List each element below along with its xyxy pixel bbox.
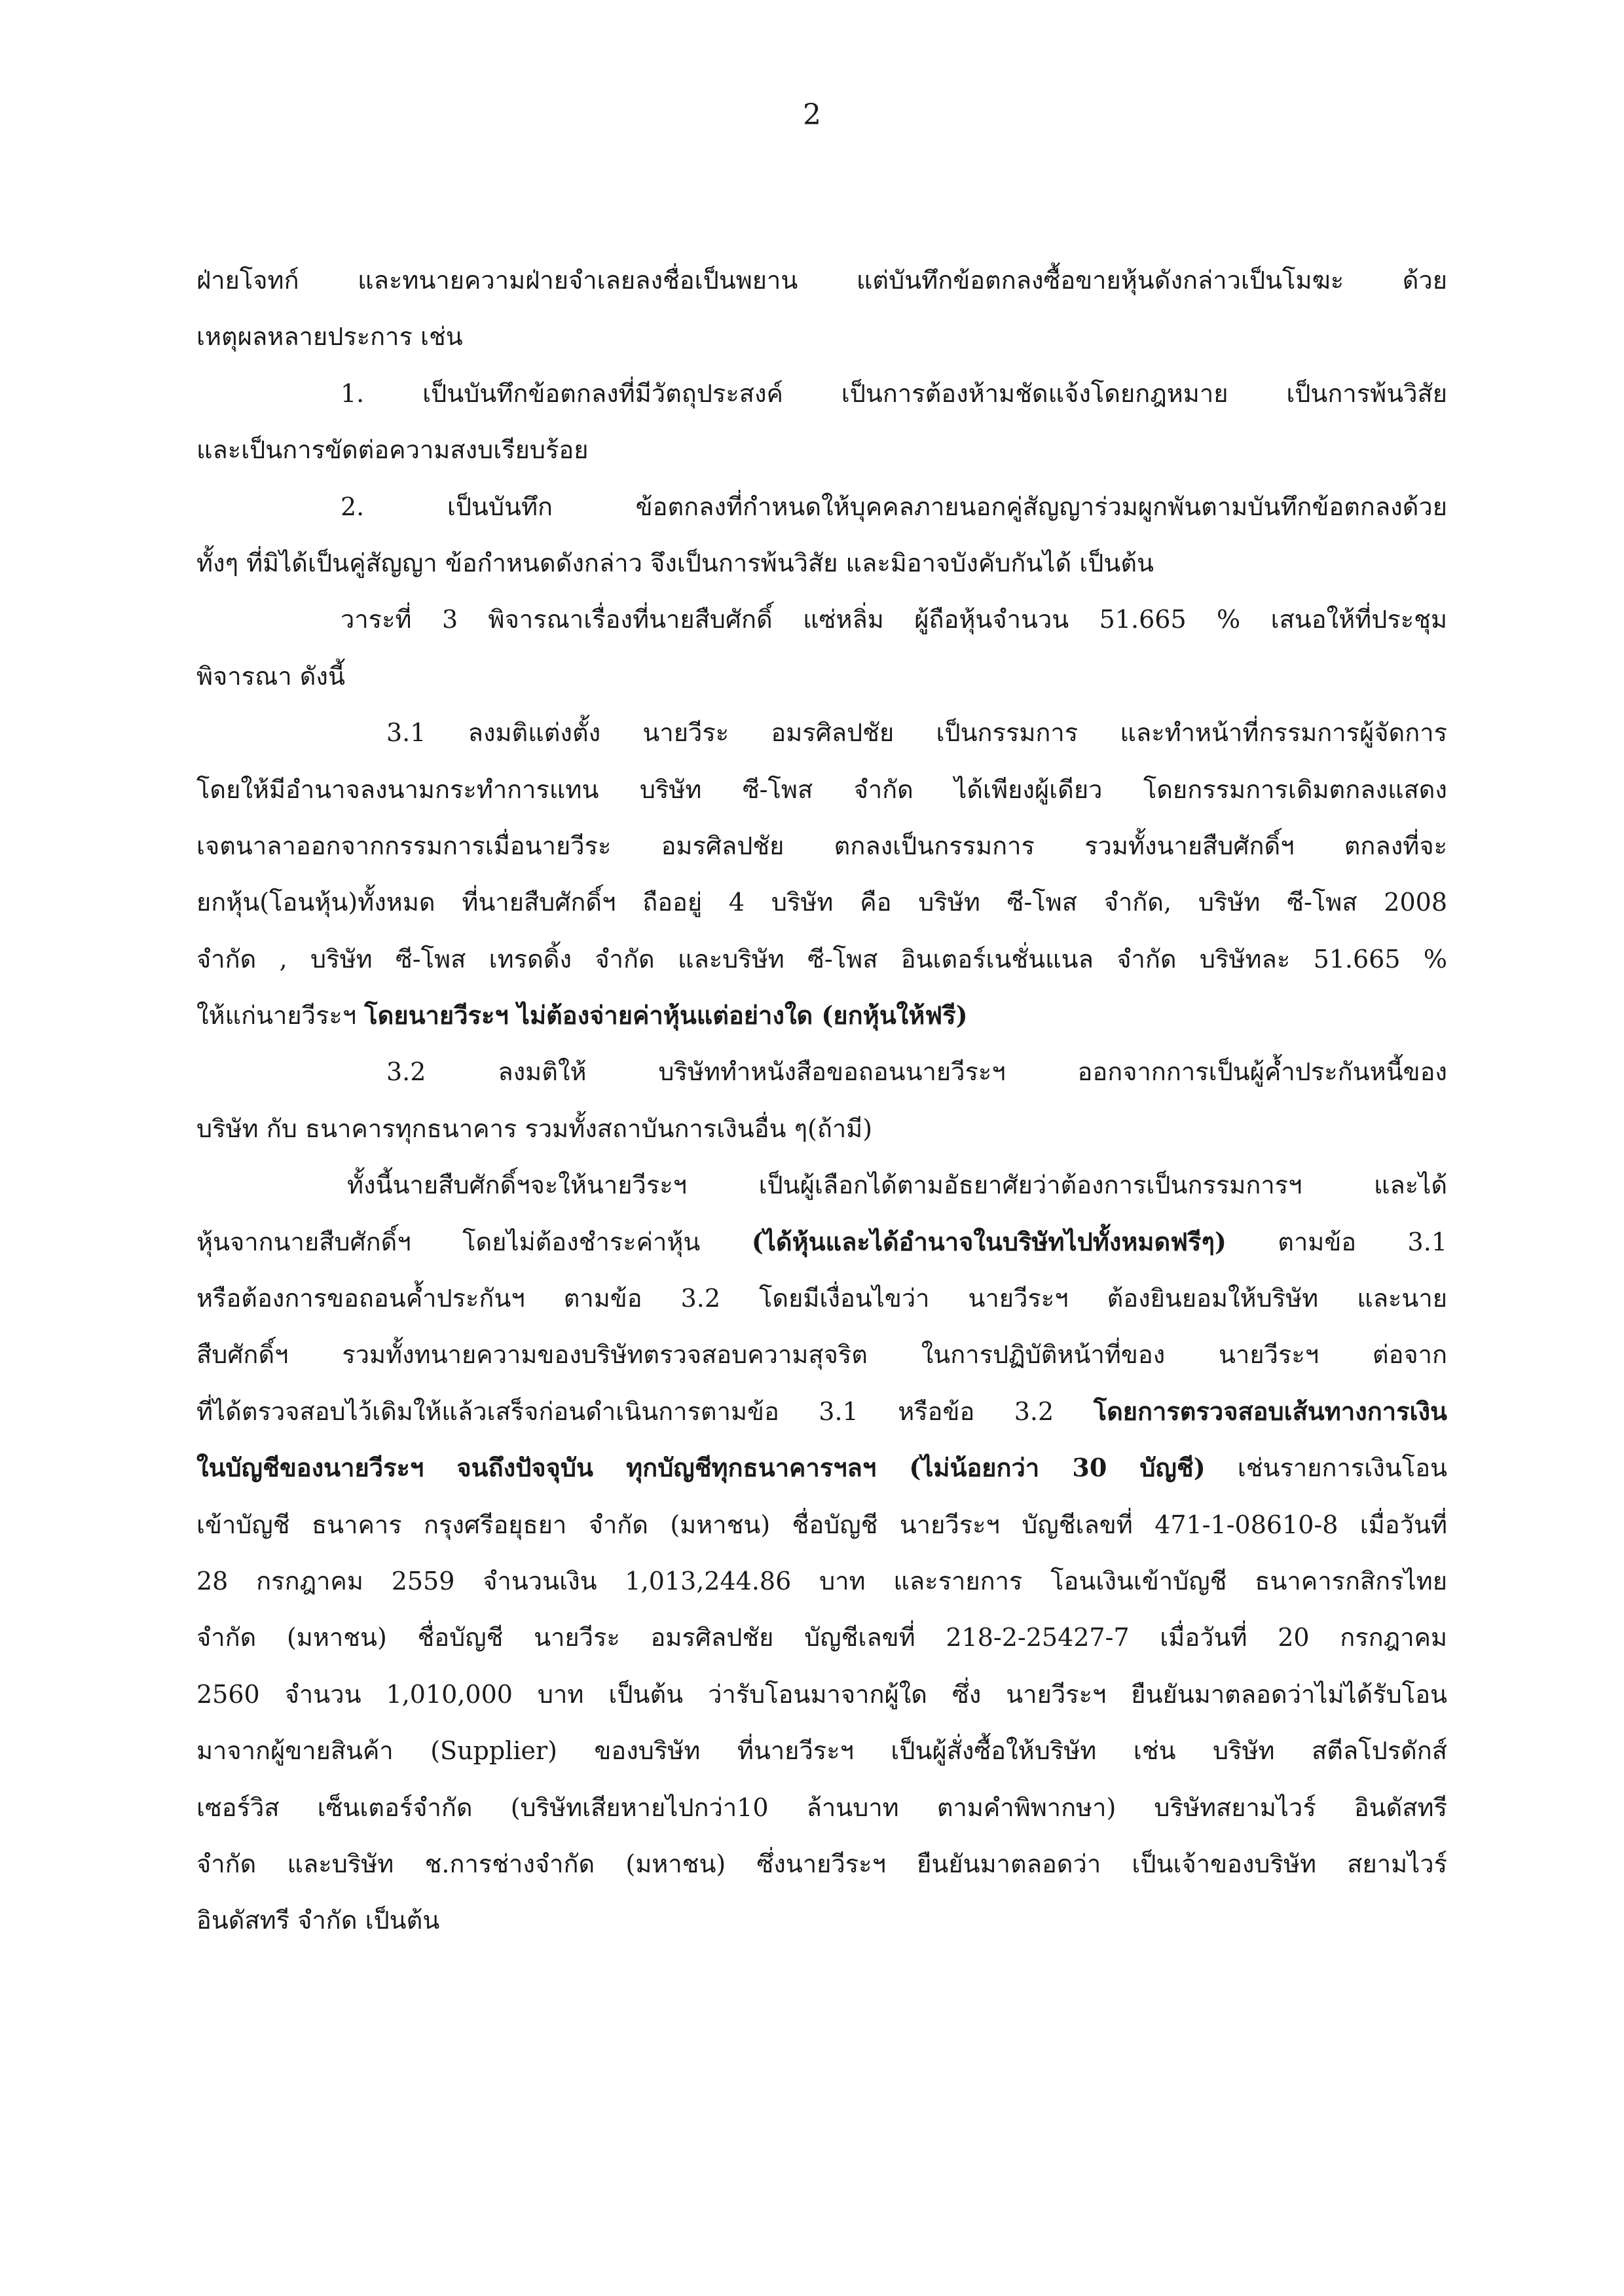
line-text: หรือต้องการขอถอนค้ำประกันฯ ตามข้อ 3.2 โดยมีเงื่อนไขว่า นายวีระฯ ต้องยินยอมให้บริษัท และนาย <box>196 1284 1447 1313</box>
text-line <box>196 1666 1447 1722</box>
line-text: เซอร์วิส เซ็นเตอร์จำกัด (บริษัทเสียหายไปกว่า10 ล้านบาท ตามคำพิพากษา) บริษัทสยามไวร์ อินดัสทรี <box>196 1793 1447 1822</box>
resolution-3-2 <box>196 1044 1447 1100</box>
text-line <box>196 1722 1447 1779</box>
line-text: จำกัด และบริษัท ช.การช่างจำกัด (มหาชน) ซึ่งนายวีระฯ ยืนยันมาตลอดว่า เป็นเจ้าของบริษัท สยามไวร์ <box>196 1849 1447 1878</box>
text-line <box>196 422 1447 478</box>
line-text: ยกหุ้น(โอนหุ้น)ทั้งหมด ที่นายสืบศักดิ์ฯ ถืออยู่ 4 บริษัท คือ บริษัท ซี-โพส จำกัด, บริษัท ซี-โพส 2008 <box>196 888 1447 917</box>
bold-text: โดยนายวีระฯ ไม่ต้องจ่ายค่าหุ้นแต่อย่างใด (ยกหุ้นให้ฟรี) <box>364 1000 968 1030</box>
paragraph-start <box>196 1157 1447 1213</box>
text-line <box>196 535 1447 591</box>
text-line <box>196 874 1447 930</box>
text-line <box>196 1836 1447 1892</box>
line-text: ทั้งๆ ที่มิได้เป็นคู่สัญญา ข้อกำหนดดังกล่าว จึงเป็นการพ้นวิสัย และมิอาจบังคับกันได้ เป็นต้น <box>196 548 1154 577</box>
bold-text: ในบัญชีของนายวีระฯ จนถึงปัจจุบัน ทุกบัญชีทุกธนาคารฯลฯ (ไม่น้อยกว่า 30 บัญชี) <box>196 1453 1206 1483</box>
line-text: จำกัด , บริษัท ซี-โพส เทรดดิ้ง จำกัด และบริษัท ซี-โพส อินเตอร์เนชั่นแนล จำกัด บริษัทละ 51.665 % <box>196 944 1447 974</box>
line-text: ให้แก่นายวีระฯ <box>196 1001 365 1030</box>
line-text: วาระที่ 3 พิจารณาเรื่องที่นายสืบศักดิ์ แซ่หลิ่ม ผู้ถือหุ้นจำนวน 51.665 % เสนอให้ที่ประชุม <box>341 605 1447 634</box>
text-line <box>196 308 1447 365</box>
text-line <box>196 1383 1447 1440</box>
bold-text: (ได้หุ้นและได้อำนาจในบริษัทไปทั้งหมดฟรีๆ) <box>751 1226 1227 1256</box>
text-line <box>196 1892 1447 1948</box>
line-text: จำกัด (มหาชน) ชื่อบัญชี นายวีระ อมรศิลปชัย บัญชีเลขที่ 218-2-25427-7 เมื่อวันที่ 20 กรกฎาคม <box>196 1623 1447 1652</box>
text-line <box>196 1497 1447 1553</box>
line-text: เจตนาลาออกจากกรรมการเมื่อนายวีระ อมรศิลปชัย ตกลงเป็นกรรมการ รวมทั้งนายสืบศักดิ์ฯ ตกลงที่จะ <box>196 831 1447 860</box>
text-line <box>196 1214 1447 1270</box>
line-text: บริษัท กับ ธนาคารทุกธนาคาร รวมทั้งสถาบันการเงินอื่น ๆ(ถ้ามี) <box>196 1114 873 1143</box>
line-text: เช่นรายการเงินโอน <box>1205 1453 1447 1483</box>
text-line <box>196 1609 1447 1666</box>
agenda-item-3 <box>196 591 1447 647</box>
line-text: 28 กรกฎาคม 2559 จำนวนเงิน 1,013,244.86 บาท และรายการ โอนเงินเข้าบัญชี ธนาคารกสิกรไทย <box>196 1566 1447 1595</box>
list-item-1 <box>196 365 1447 422</box>
text-line <box>196 1553 1447 1609</box>
text-line <box>196 1101 1447 1157</box>
text-line <box>196 761 1447 818</box>
line-text: และเป็นการขัดต่อความสงบเรียบร้อย <box>196 435 589 465</box>
text-line <box>196 987 1447 1044</box>
line-text: สืบศักดิ์ฯ รวมทั้งทนายความของบริษัทตรวจสอบความสุจริต ในการปฏิบัติหน้าที่ของ นายวีระฯ ต่อจาก <box>196 1340 1447 1370</box>
line-text: ทั้งนี้นายสืบศักดิ์ฯจะให้นายวีระฯ เป็นผู้เลือกได้ตามอัธยาศัยว่าต้องการเป็นกรรมการฯ และได้ <box>347 1171 1447 1200</box>
page-number: 2 <box>803 98 821 132</box>
text-line <box>196 1270 1447 1326</box>
line-text: เหตุผลหลายประการ เช่น <box>196 322 463 352</box>
line-text: โดยให้มีอำนาจลงนามกระทำการแทน บริษัท ซี-โพส จำกัด ได้เพียงผู้เดียว โดยกรรมการเดิมตกลงแสดง <box>196 774 1447 804</box>
line-text: มาจากผู้ขายสินค้า (Supplier) ของบริษัท ที่นายวีระฯ เป็นผู้สั่งซื้อให้บริษัท เช่น บริษัท สตีลโปรดักส์ <box>196 1736 1447 1766</box>
text-line <box>196 1779 1447 1836</box>
line-text: พิจารณา ดังนี้ <box>196 661 345 691</box>
list-item-2 <box>196 479 1447 535</box>
line-text: ที่ได้ตรวจสอบไว้เดิมให้แล้วเสร็จก่อนดำเนินการตามข้อ 3.1 หรือข้อ 3.2 <box>196 1396 1094 1426</box>
text-line <box>196 931 1447 987</box>
bold-text: โดยการตรวจสอบเส้นทางการเงิน <box>1093 1396 1447 1426</box>
text-line <box>196 1440 1447 1496</box>
line-text: 2. เป็นบันทึก ข้อตกลงที่กำหนดให้บุคคลภายนอกคู่สัญญาร่วมผูกพันตามบันทึกข้อตกลงด้วย <box>341 492 1447 521</box>
document-body <box>196 252 1447 1949</box>
line-text: หุ้นจากนายสืบศักดิ์ฯ โดยไม่ต้องชำระค่าหุ้น <box>196 1227 752 1256</box>
resolution-3-1 <box>196 704 1447 761</box>
line-text: 3.1 ลงมติแต่งตั้ง นายวีระ อมรศิลปชัย เป็นกรรมการ และทำหน้าที่กรรมการผู้จัดการ <box>386 718 1447 748</box>
line-text: 2560 จำนวน 1,010,000 บาท เป็นต้น ว่ารับโอนมาจากผู้ใด ซึ่ง นายวีระฯ ยืนยันมาตลอดว่าไม่ได้รับโอน <box>196 1679 1447 1709</box>
line-text: ฝ่ายโจทก์ และทนายความฝ่ายจำเลยลงชื่อเป็นพยาน แต่บันทึกข้อตกลงซื้อขายหุ้นดังกล่าวเป็นโมฆะ ด้วย <box>196 266 1447 295</box>
line-text: เข้าบัญชี ธนาคาร กรุงศรีอยุธยา จำกัด (มหาชน) ชื่อบัญชี นายวีระฯ บัญชีเลขที่ 471-1-08610-8 เมื่อวันที่ <box>196 1510 1447 1539</box>
text-line <box>196 648 1447 704</box>
line-text: 1. เป็นบันทึกข้อตกลงที่มีวัตถุประสงค์ เป็นการต้องห้ามชัดแจ้งโดยกฎหมาย เป็นการพ้นวิสัย <box>341 378 1447 408</box>
text-line <box>196 1326 1447 1383</box>
line-text: ตามข้อ 3.1 <box>1226 1227 1447 1256</box>
line-text: 3.2 ลงมติให้ บริษัททำหนังสือขอถอนนายวีระฯ ออกจากการเป็นผู้ค้ำประกันหนี้ของ <box>386 1057 1447 1087</box>
text-line <box>196 818 1447 874</box>
text-line <box>196 252 1447 308</box>
line-text: อินดัสทรี จำกัด เป็นต้น <box>196 1906 440 1935</box>
